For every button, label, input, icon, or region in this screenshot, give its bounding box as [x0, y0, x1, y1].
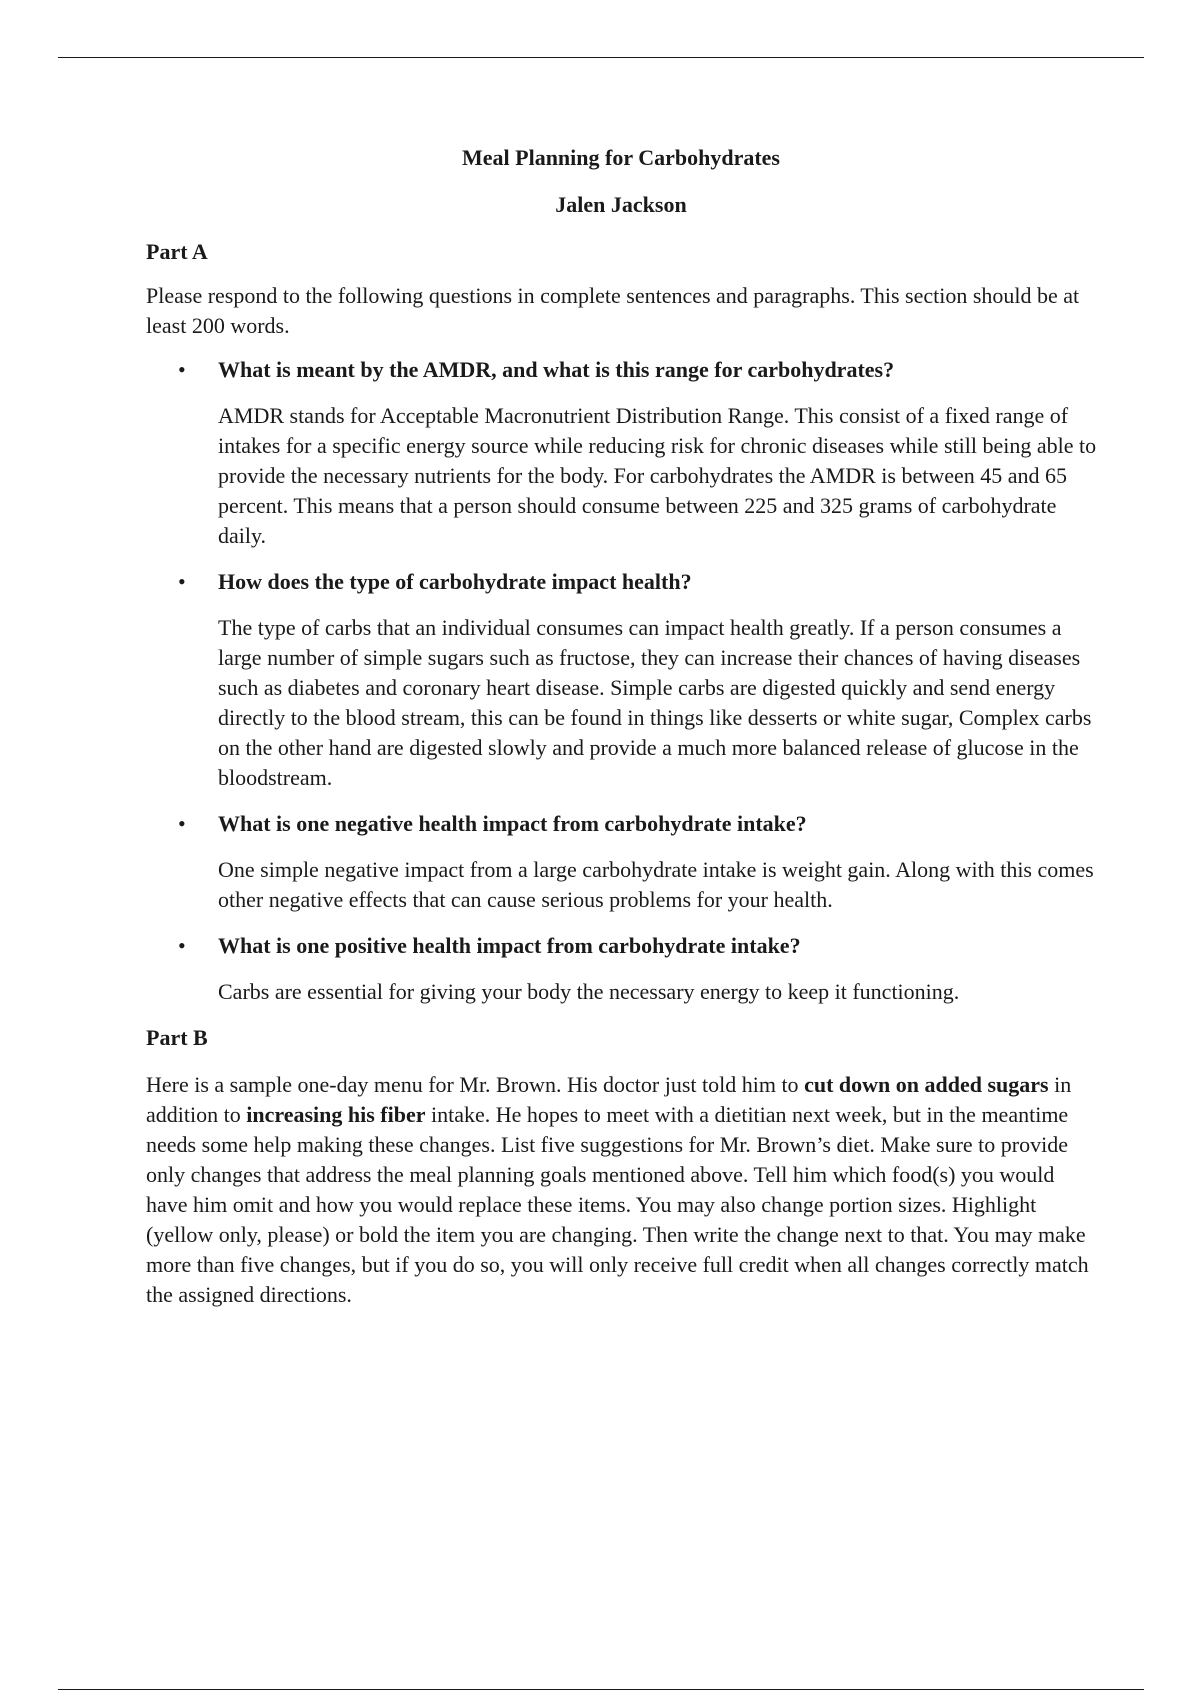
question-list	[146, 355, 1096, 1007]
question-3	[146, 809, 1096, 839]
answer-4: Carbs are essential for giving your body the necessary energy to keep it functioning.	[218, 979, 960, 1004]
bullet-icon: •	[178, 811, 186, 836]
part-a-heading: Part A	[146, 239, 208, 264]
document-body	[146, 143, 1096, 1310]
question-2-text: How does the type of carbohydrate impact health?	[218, 569, 692, 594]
answer-1: AMDR stands for Acceptable Macronutrient Distribution Range. This consist of a fixed range of intakes for a specific energy source while reducing risk for chronic diseases while still being able to provide the necessary nutrients for the body. For carbohydrates the AMDR is between 45 and 65 percent. This means that a person should consume between 225 and 325 grams of carbohydrate daily.	[218, 403, 1097, 548]
question-1-text: What is meant by the AMDR, and what is this range for carbohydrates?	[218, 357, 895, 382]
bullet-icon: •	[178, 933, 186, 958]
part-b-bold-1: cut down on added sugars	[804, 1072, 1049, 1097]
part-b-text-2: in addition to	[146, 1072, 1072, 1127]
question-1	[146, 355, 1096, 385]
part-b-instructions	[146, 1070, 1096, 1310]
part-a-intro: Please respond to the following questions in complete sentences and paragraphs. This section should be at least 200 words.	[146, 283, 1080, 338]
footer-rule	[58, 1689, 1144, 1690]
list-item	[146, 567, 1096, 793]
list-item	[146, 931, 1096, 1007]
answer-2: The type of carbs that an individual consumes can impact health greatly. If a person consumes a large number of simple sugars such as fructose, they can increase their chances of having diseases such as diabetes and coronary heart disease. Simple carbs are digested quickly and send energy directly to the blood stream, this can be found in things like desserts or white sugar, Complex carbs on the other hand are digested slowly and provide a much more balanced release of glucose in the bloodstream.	[218, 615, 1092, 790]
header-rule	[58, 57, 1144, 58]
author-name: Jalen Jackson	[555, 192, 687, 217]
bullet-icon: •	[178, 569, 186, 594]
list-item	[146, 355, 1096, 551]
question-4	[146, 931, 1096, 961]
answer-3: One simple negative impact from a large carbohydrate intake is weight gain. Along with this comes other negative effects that can cause serious problems for your health.	[218, 857, 1094, 912]
question-2	[146, 567, 1096, 597]
list-item	[146, 809, 1096, 915]
question-4-text: What is one positive health impact from carbohydrate intake?	[218, 933, 801, 958]
part-b-bold-2: increasing his fiber	[246, 1102, 426, 1127]
part-b-heading: Part B	[146, 1025, 208, 1050]
document-title: Meal Planning for Carbohydrates	[462, 145, 780, 170]
question-3-text: What is one negative health impact from carbohydrate intake?	[218, 811, 807, 836]
part-b-text-3: intake. He hopes to meet with a dietitian next week, but in the meantime needs some help making these changes. List five suggestions for Mr. Brown’s diet. Make sure to provide only changes that address the meal planning goals mentioned above. Tell him which food(s) you would have him omit and how you would replace these items. You may also change portion sizes. Highlight (yellow only, please) or bold the item you are changing. Then write the change next to that. You may make more than five changes, but if you do so, you will only receive full credit when all changes correctly match the assigned directions.	[146, 1102, 1089, 1307]
part-b-text-1: Here is a sample one-day menu for Mr. Brown. His doctor just told him to	[146, 1072, 805, 1097]
bullet-icon: •	[178, 357, 186, 382]
